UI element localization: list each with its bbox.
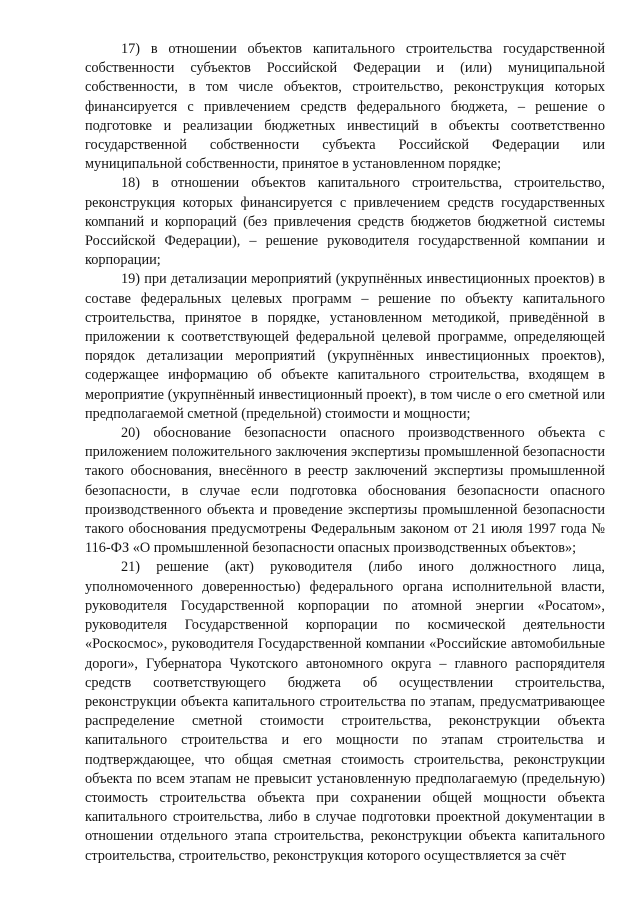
paragraph-item-21: 21) решение (акт) руководителя (либо иного должностного лица, уполномоченного доверенностью) федерального органа исполнительной власти, руководителя Государственной корпорации по атомной энергии «Росатом», руководителя Государственной корпорации по космической деятельности «Роскосмос», руководителя Государственной компании «Российские автомобильные дороги», Губернатора Чукотского автономного округа – главного распорядителя средств соответствующего бюджета об осуществлении строительства, реконструкции объекта капитального строительства по этапам, предусматривающее распределение сметной стоимости строительства, реконструкции объекта капитального строительства и его мощности по этапам строительства и подтверждающее, что общая сметная стоимость строительства, реконструкции объекта по всем этапам не превысит установленную предполагаемую (предельную) стоимость строительства объекта при сохранении общей мощности объекта капитального строительства, либо в случае подготовки проектной документации в отношении отдельного этапа строительства, реконструкции объекта капитального строительства, строительство, реконструкция которого осуществляется за счёт bbox=[85, 559, 605, 864]
paragraph-item-20: 20) обоснование безопасности опасного производственного объекта с приложением положительного заключения экспертизы промышленной безопасности такого обоснования, внесённого в реестр заключений экспертизы промышленной безопасности, в случае если подготовка обоснования безопасности опасного производственного объекта и проведение экспертизы промышленной безопасности такого обоснования предусмотрены Федеральным законом от 21 июля 1997 года № 116-ФЗ «О промышленной безопасности опасных производственных объектов»; bbox=[85, 425, 605, 557]
paragraph-item-19: 19) при детализации мероприятий (укрупнённых инвестиционных проектов) в составе федеральных целевых программ – решение по объекту капитального строительства, принятое в порядке, установленном методикой, приведённой в приложении к соответствующей федеральной целевой программе, определяющей порядок детализации мероприятий (укрупнённых инвестиционных проектов), содержащее информацию об объекте капитального строительства, входящем в мероприятие (укрупнённый инвестиционный проект), в том числе о его сметной или предполагаемой сметной (предельной) стоимости и мощности; bbox=[85, 271, 605, 422]
document-body bbox=[85, 40, 605, 866]
paragraph-item-18: 18) в отношении объектов капитального строительства, строительство, реконструкция которых финансируется с привлечением средств государственных компаний и корпораций (без привлечения средств бюджетов бюджетной системы Российской Федерации), – решение руководителя государственной компании и корпорации; bbox=[85, 175, 605, 269]
paragraph-item-17: 17) в отношении объектов капитального строительства государственной собственности субъектов Российской Федерации и (или) муниципальной собственности, в том числе объектов, строительство, реконструкция которых финансируется с привлечением средств федерального бюджета, – решение о подготовке и реализации бюджетных инвестиций в объекты соответственно государственной собственности субъекта Российской Федерации или муниципальной собственности, принятое в установленном порядке; bbox=[85, 41, 605, 173]
